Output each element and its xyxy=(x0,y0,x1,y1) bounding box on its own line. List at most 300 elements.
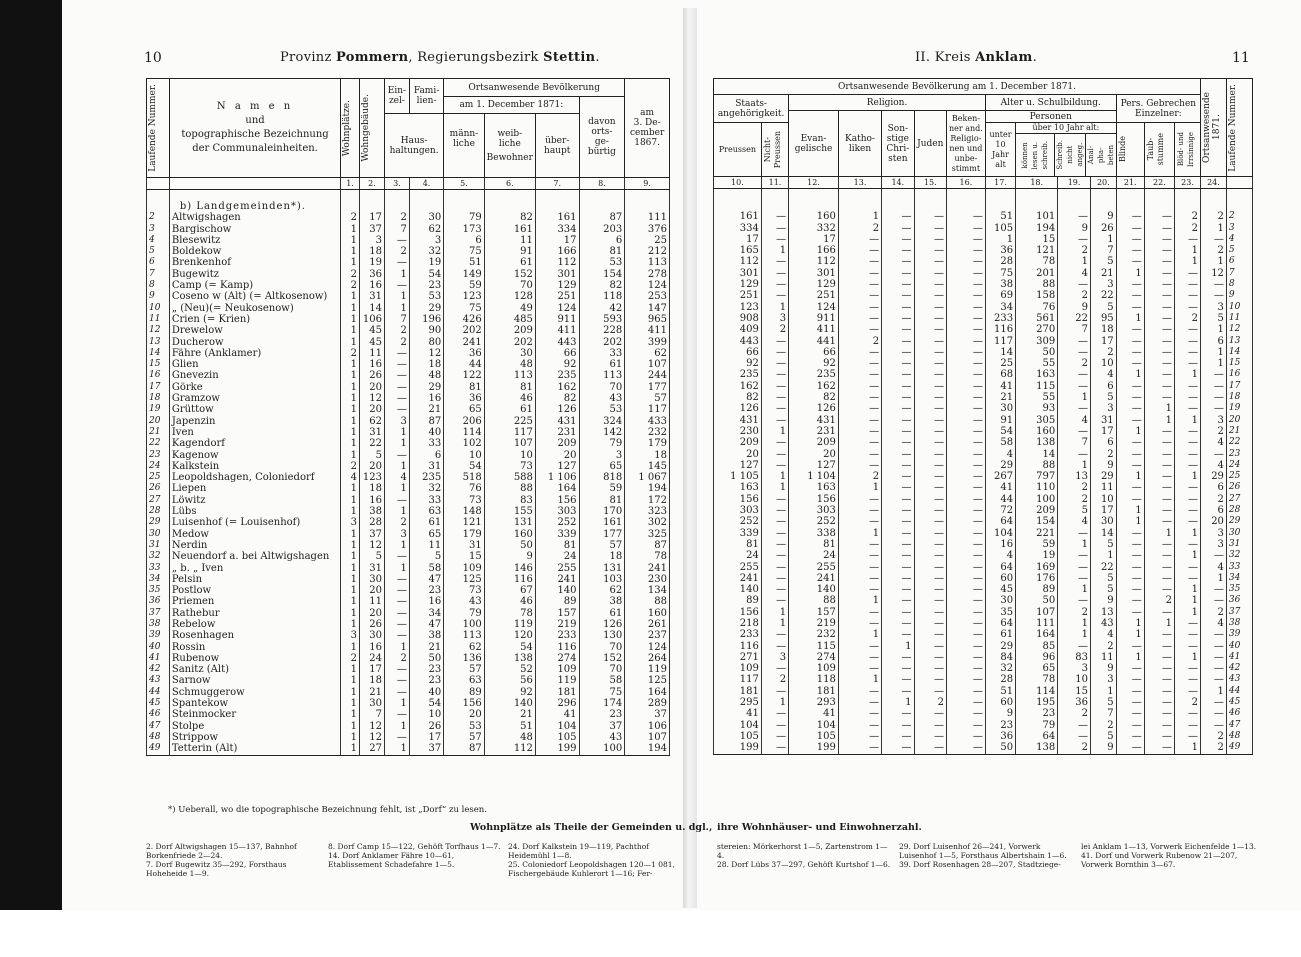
data-cell: 120 xyxy=(484,630,535,641)
data-cell: 1 xyxy=(341,563,360,574)
table-row xyxy=(714,358,1253,369)
data-cell: 1 xyxy=(1116,268,1144,279)
data-cell: 79 xyxy=(1016,720,1058,731)
data-cell: 166 xyxy=(789,245,839,256)
data-cell: — xyxy=(761,211,788,222)
data-cell: 1 xyxy=(1175,528,1201,539)
data-cell: 55 xyxy=(1016,392,1058,403)
data-cell: 6 xyxy=(1090,381,1116,392)
data-cell: 36 xyxy=(985,731,1015,742)
row-number: 17 xyxy=(147,382,170,393)
place-name: Neuendorf a. bei Altwigshagen xyxy=(169,551,340,562)
data-cell: 1 xyxy=(838,595,881,606)
data-cell: 16 xyxy=(359,359,384,370)
data-cell: 88 xyxy=(484,483,535,494)
data-cell: 2 xyxy=(341,461,360,472)
data-cell: 70 xyxy=(484,280,535,291)
data-cell: 47 xyxy=(409,619,443,630)
data-cell: 1 xyxy=(384,721,409,732)
data-cell: 2 xyxy=(1058,482,1091,493)
data-cell: 16 xyxy=(359,280,384,291)
data-cell: 81 xyxy=(579,495,625,506)
data-cell: 138 xyxy=(1016,742,1058,754)
col-namen-label xyxy=(171,100,339,156)
data-cell: — xyxy=(946,324,985,335)
data-cell: 68 xyxy=(985,369,1015,380)
row-number: 41 xyxy=(147,653,170,664)
data-cell: — xyxy=(1116,437,1144,448)
data-cell: 162 xyxy=(535,382,579,393)
row-number: 35 xyxy=(1226,584,1252,595)
data-cell: 92 xyxy=(789,358,839,369)
data-cell: 1 xyxy=(341,529,360,540)
data-cell: — xyxy=(1116,336,1144,347)
data-cell: — xyxy=(1200,697,1226,708)
data-cell: 6 xyxy=(444,235,485,246)
data-cell: — xyxy=(946,290,985,301)
data-cell: 109 xyxy=(535,664,579,675)
place-name: Kagenow xyxy=(169,450,340,461)
row-number: 20 xyxy=(1226,415,1252,426)
data-cell: 219 xyxy=(789,618,839,629)
row-number: 9 xyxy=(1226,290,1252,301)
data-cell: — xyxy=(882,573,914,584)
data-cell: — xyxy=(838,494,881,505)
data-cell: 22 xyxy=(359,438,384,449)
data-cell: 203 xyxy=(579,224,625,235)
data-cell: — xyxy=(1058,211,1091,222)
place-name: Kalkstein xyxy=(169,461,340,472)
data-cell: 163 xyxy=(789,482,839,493)
data-cell: 16 xyxy=(359,642,384,653)
data-cell: — xyxy=(1175,505,1201,516)
table-row xyxy=(714,618,1253,629)
data-cell: 51 xyxy=(985,686,1015,697)
row-number: 31 xyxy=(147,540,170,551)
data-cell: — xyxy=(1116,494,1144,505)
data-cell: — xyxy=(1116,550,1144,561)
data-cell: 2 xyxy=(1090,720,1116,731)
data-cell: — xyxy=(946,460,985,471)
col-laufende xyxy=(147,79,170,178)
data-cell: — xyxy=(1200,550,1226,561)
data-cell: — xyxy=(882,550,914,561)
data-cell: — xyxy=(946,584,985,595)
data-cell: 131 xyxy=(484,517,535,528)
data-cell: — xyxy=(838,392,881,403)
data-cell: — xyxy=(1058,720,1091,731)
table-cell xyxy=(341,190,360,213)
data-cell: 1 105 xyxy=(714,471,762,482)
table-row xyxy=(714,573,1253,584)
data-cell: 1 xyxy=(384,563,409,574)
column-number: 16. xyxy=(946,177,985,189)
data-cell: 3 xyxy=(1200,539,1226,550)
data-cell: 81 xyxy=(789,539,839,550)
data-cell: 11 xyxy=(409,540,443,551)
data-cell: 1 xyxy=(384,303,409,314)
row-number: 27 xyxy=(1226,494,1252,505)
table-row xyxy=(147,709,670,720)
data-cell: 31 xyxy=(444,540,485,551)
data-cell: 2 xyxy=(1090,449,1116,460)
data-cell: 1 xyxy=(1090,234,1116,245)
data-cell: — xyxy=(384,675,409,686)
data-cell: — xyxy=(1116,234,1144,245)
data-cell: — xyxy=(384,382,409,393)
row-number: 33 xyxy=(1226,562,1252,573)
data-cell: 1 xyxy=(1175,652,1201,663)
data-cell: 103 xyxy=(579,574,625,585)
data-cell: 1 xyxy=(1175,607,1201,618)
col-bewohner: Bewohner xyxy=(486,152,533,163)
data-cell: 105 xyxy=(789,731,839,742)
data-cell: 11 xyxy=(359,596,384,607)
table-cell xyxy=(1116,189,1144,212)
data-cell: — xyxy=(838,731,881,742)
row-number: 29 xyxy=(147,517,170,528)
data-cell: — xyxy=(384,495,409,506)
data-cell: — xyxy=(1058,347,1091,358)
data-cell: — xyxy=(946,629,985,640)
data-cell: 164 xyxy=(1016,629,1058,640)
data-cell: — xyxy=(838,324,881,335)
data-cell: — xyxy=(1116,223,1144,234)
row-number: 37 xyxy=(147,608,170,619)
data-cell: — xyxy=(914,381,946,392)
data-cell: 26 xyxy=(359,370,384,381)
data-cell: 1 xyxy=(384,642,409,653)
data-cell: 42 xyxy=(579,303,625,314)
data-cell: 4 xyxy=(1090,629,1116,640)
data-cell: 106 xyxy=(625,721,670,732)
row-number: 3 xyxy=(147,224,170,235)
data-cell: 7 xyxy=(1058,437,1091,448)
row-number: 34 xyxy=(1226,573,1252,584)
data-cell: 117 xyxy=(714,674,762,685)
row-number: 18 xyxy=(147,393,170,404)
data-cell: 43 xyxy=(579,732,625,743)
data-cell: 1 xyxy=(384,540,409,551)
data-cell: 45 xyxy=(985,584,1015,595)
table-row xyxy=(147,664,670,675)
place-name: Blesewitz xyxy=(169,235,340,246)
data-cell: 15 xyxy=(1058,686,1091,697)
data-cell: 127 xyxy=(789,460,839,471)
data-cell: — xyxy=(882,528,914,539)
col-ueber10-sub xyxy=(1016,134,1116,176)
table-row xyxy=(147,382,670,393)
data-cell: 53 xyxy=(444,721,485,732)
data-cell: — xyxy=(914,731,946,742)
data-cell: — xyxy=(946,437,985,448)
data-cell: 166 xyxy=(535,246,579,257)
data-cell: 1 xyxy=(1175,415,1201,426)
data-cell: — xyxy=(1116,674,1144,685)
place-name: Japenzin xyxy=(169,416,340,427)
data-cell: 88 xyxy=(625,596,670,607)
data-cell: 30 xyxy=(359,630,384,641)
data-cell: 62 xyxy=(625,348,670,359)
row-number: 36 xyxy=(1226,595,1252,606)
data-cell: 22 xyxy=(1058,313,1091,324)
data-cell: 29 xyxy=(1200,471,1226,482)
data-cell: 58 xyxy=(985,437,1015,448)
data-cell: 13 xyxy=(1090,607,1116,618)
data-cell: — xyxy=(761,516,788,527)
data-cell: — xyxy=(838,256,881,267)
data-cell: 115 xyxy=(789,641,839,652)
data-cell: 65 xyxy=(1016,663,1058,674)
place-name: Ducherow xyxy=(169,337,340,348)
row-number: 33 xyxy=(147,563,170,574)
data-cell: 36 xyxy=(444,393,485,404)
data-cell: 818 xyxy=(579,472,625,483)
header-text: II. Kreis xyxy=(915,50,976,65)
data-cell: — xyxy=(384,359,409,370)
data-cell: 2 xyxy=(384,337,409,348)
data-cell: 4 xyxy=(1058,516,1091,527)
row-number: 43 xyxy=(1226,674,1252,685)
data-cell: 9 xyxy=(484,551,535,562)
data-cell: 1 xyxy=(838,482,881,493)
data-cell: 1 xyxy=(341,709,360,720)
col-label: und xyxy=(245,115,265,126)
data-cell: — xyxy=(1144,324,1174,335)
data-cell: 18 xyxy=(625,450,670,461)
data-cell: 50 xyxy=(1016,347,1058,358)
data-cell: — xyxy=(1144,629,1174,640)
data-cell: 38 xyxy=(579,596,625,607)
data-cell: 1 xyxy=(1144,528,1174,539)
right-population-table xyxy=(713,78,1253,755)
data-cell: — xyxy=(1144,369,1174,380)
data-cell: — xyxy=(1175,618,1201,629)
data-cell: 117 xyxy=(484,427,535,438)
data-cell: 161 xyxy=(484,224,535,235)
table-row xyxy=(714,268,1253,279)
data-cell: 1 xyxy=(341,291,360,302)
data-cell: 232 xyxy=(625,427,670,438)
data-cell: 1 xyxy=(1058,256,1091,267)
place-name: Fähre (Anklamer) xyxy=(169,348,340,359)
data-cell: 82 xyxy=(535,393,579,404)
data-cell: — xyxy=(1116,663,1144,674)
table-row xyxy=(147,551,670,562)
table-cell xyxy=(761,189,788,212)
data-cell: — xyxy=(1144,460,1174,471)
data-cell: — xyxy=(946,528,985,539)
table-row xyxy=(714,629,1253,640)
data-cell: 1 xyxy=(1175,245,1201,256)
data-cell: 124 xyxy=(625,280,670,291)
data-cell: 6 xyxy=(1200,336,1226,347)
data-cell: 2 xyxy=(1200,494,1226,505)
data-cell: — xyxy=(838,584,881,595)
data-cell: 64 xyxy=(1016,731,1058,742)
table-cell xyxy=(1200,189,1226,212)
row-number: 38 xyxy=(1226,618,1252,629)
data-cell: — xyxy=(882,324,914,335)
data-cell: — xyxy=(761,415,788,426)
data-cell: — xyxy=(946,313,985,324)
data-cell: 289 xyxy=(625,698,670,709)
data-cell: 24 xyxy=(535,551,579,562)
data-cell: 53 xyxy=(409,291,443,302)
data-cell: 431 xyxy=(789,415,839,426)
data-cell: — xyxy=(882,482,914,493)
data-cell: 63 xyxy=(409,506,443,517)
data-cell: — xyxy=(946,482,985,493)
data-cell: 111 xyxy=(625,212,670,223)
data-cell: 1 xyxy=(341,257,360,268)
data-cell: — xyxy=(1144,720,1174,731)
data-cell: 36 xyxy=(359,269,384,280)
data-cell: — xyxy=(882,663,914,674)
data-cell: — xyxy=(1144,686,1174,697)
data-cell: 2 xyxy=(1058,358,1091,369)
data-cell: — xyxy=(761,336,788,347)
table-row xyxy=(714,234,1253,245)
data-cell: 36 xyxy=(985,245,1015,256)
table-row xyxy=(147,721,670,732)
data-cell: — xyxy=(882,607,914,618)
data-cell: — xyxy=(914,505,946,516)
data-cell: 20 xyxy=(359,608,384,619)
data-cell: 3 xyxy=(359,235,384,246)
data-cell: 235 xyxy=(714,369,762,380)
data-cell: 36 xyxy=(444,348,485,359)
data-cell: 241 xyxy=(625,563,670,574)
data-cell: — xyxy=(1116,449,1144,460)
table-cell xyxy=(1144,189,1174,212)
data-cell: — xyxy=(838,347,881,358)
row-number: 22 xyxy=(1226,437,1252,448)
data-cell: 334 xyxy=(714,223,762,234)
table-row xyxy=(714,652,1253,663)
data-cell: — xyxy=(1200,279,1226,290)
data-cell: 3 xyxy=(1200,415,1226,426)
data-cell: 1 xyxy=(761,426,788,437)
table-row xyxy=(714,369,1253,380)
data-cell: 163 xyxy=(714,482,762,493)
data-cell: 235 xyxy=(535,370,579,381)
data-cell: 1 xyxy=(341,698,360,709)
place-name: Pelsin xyxy=(169,574,340,585)
place-name: Luisenhof (= Louisenhof) xyxy=(169,517,340,528)
data-cell: 12 xyxy=(359,721,384,732)
data-cell: — xyxy=(914,471,946,482)
col-label: der Communaleinheiten. xyxy=(192,143,318,154)
data-cell: 4 xyxy=(1200,437,1226,448)
data-cell: — xyxy=(1144,449,1174,460)
data-cell: 87 xyxy=(444,743,485,755)
data-cell: — xyxy=(1144,697,1174,708)
data-cell: 116 xyxy=(535,642,579,653)
table-row xyxy=(714,674,1253,685)
data-cell: 233 xyxy=(985,313,1015,324)
data-cell: 24 xyxy=(359,653,384,664)
data-cell: 1 xyxy=(341,404,360,415)
data-cell: — xyxy=(1116,347,1144,358)
data-cell: 58 xyxy=(409,563,443,574)
data-cell: 1 106 xyxy=(535,472,579,483)
header-district: Stettin xyxy=(543,50,596,65)
data-cell: — xyxy=(1116,641,1144,652)
data-cell: 177 xyxy=(579,529,625,540)
table-row xyxy=(714,392,1253,403)
data-cell: 78 xyxy=(1016,256,1058,267)
data-cell: 75 xyxy=(579,687,625,698)
place-name: Görke xyxy=(169,382,340,393)
data-cell: — xyxy=(1144,573,1174,584)
row-number: 42 xyxy=(147,664,170,675)
data-cell: 83 xyxy=(1058,652,1091,663)
page-header-left xyxy=(280,50,600,65)
header-text: . xyxy=(595,50,600,65)
data-cell: 303 xyxy=(535,506,579,517)
data-cell: 78 xyxy=(1016,674,1058,685)
place-name: Coseno w (Alt) (= Altkosenow) xyxy=(169,291,340,302)
data-cell: — xyxy=(838,697,881,708)
data-cell: 1 xyxy=(1058,460,1091,471)
data-cell: 51 xyxy=(985,211,1015,222)
data-cell: 48 xyxy=(484,732,535,743)
data-cell: — xyxy=(1144,223,1174,234)
data-cell: 376 xyxy=(625,224,670,235)
data-cell: 252 xyxy=(789,516,839,527)
data-cell: — xyxy=(882,336,914,347)
col-preussen: Preussen xyxy=(714,123,762,177)
place-name: Glien xyxy=(169,359,340,370)
data-cell: — xyxy=(838,460,881,471)
data-cell: — xyxy=(1144,426,1174,437)
row-number: 2 xyxy=(147,212,170,223)
col-label: Laufende Nummer. xyxy=(148,84,158,172)
data-cell: — xyxy=(946,516,985,527)
data-cell: 1 xyxy=(341,495,360,506)
row-number: 26 xyxy=(1226,482,1252,493)
data-cell: 10 xyxy=(1090,494,1116,505)
data-cell: — xyxy=(882,460,914,471)
row-number: 35 xyxy=(147,585,170,596)
data-cell: — xyxy=(1058,369,1091,380)
data-cell: 29 xyxy=(985,460,1015,471)
data-cell: 218 xyxy=(714,618,762,629)
data-cell: 1 xyxy=(1058,539,1091,550)
data-cell: 50 xyxy=(484,540,535,551)
row-number: 8 xyxy=(1226,279,1252,290)
data-cell: — xyxy=(838,268,881,279)
row-number: 19 xyxy=(147,404,170,415)
data-cell: — xyxy=(914,324,946,335)
data-cell: 72 xyxy=(985,505,1015,516)
col-maennliche xyxy=(444,114,485,178)
data-cell: — xyxy=(882,562,914,573)
data-cell: 1 xyxy=(1175,595,1201,606)
data-cell: 5 xyxy=(1090,584,1116,595)
data-cell: 3 xyxy=(384,529,409,540)
data-cell: — xyxy=(914,347,946,358)
place-name: Bugewitz xyxy=(169,269,340,280)
data-cell: 1 xyxy=(341,743,360,755)
row-number: 31 xyxy=(1226,539,1252,550)
data-cell: 332 xyxy=(789,223,839,234)
data-cell: 105 xyxy=(535,732,579,743)
table-row xyxy=(147,280,670,291)
data-cell: 158 xyxy=(1016,290,1058,301)
data-cell: — xyxy=(838,607,881,618)
